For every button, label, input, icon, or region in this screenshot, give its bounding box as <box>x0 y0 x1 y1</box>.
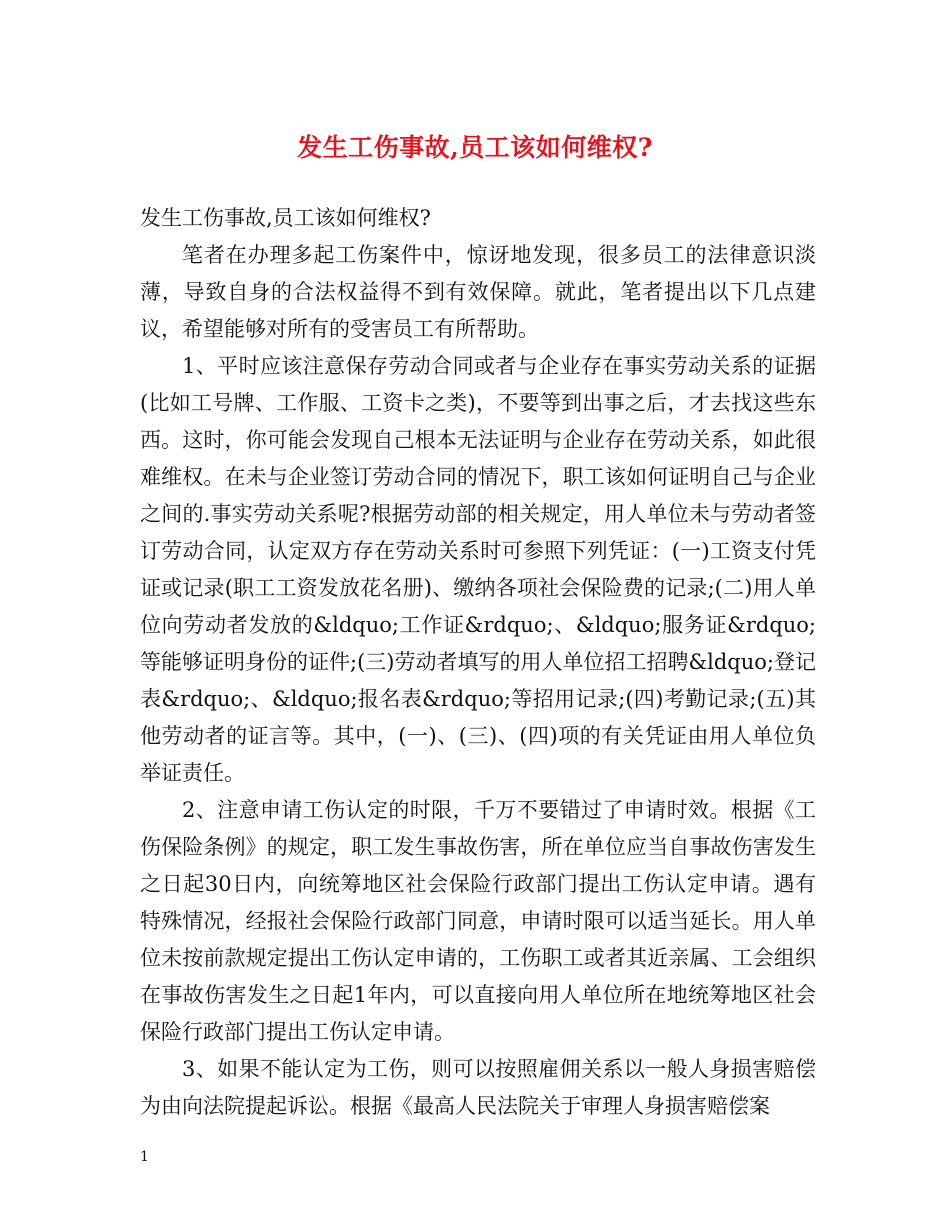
body-paragraph-point-1: 1、平时应该注意保存劳动合同或者与企业存在事实劳动关系的证据(比如工号牌、工作服、工资卡之类)，不要等到出事之后，才去找这些东西。这时，你可能会发现自己根本无法证明与企业存在劳动关系，如此很难维权。在未与企业签订劳动合同的情况下，职工该如何证明自己与企业之间的.事实劳动关系呢?根据劳动部的相关规定，用人单位未与劳动者签订劳动合同，认定双方存在劳动关系时可参照下列凭证：(一)工资支付凭证或记录(职工工资发放花名册)、缴纳各项社会保险费的记录;(二)用人单位向劳动者发放的&ldquo;工作证&rdquo;、&ldquo;服务证&rdquo;等能够证明身份的证件;(三)劳动者填写的用人单位招工招聘&ldquo;登记表&rdquo;、&ldquo;报名表&rdquo;等招用记录;(四)考勤记录;(五)其他劳动者的证言等。其中，(一)、(三)、(四)项的有关凭证由用人单位负举证责任。 <box>140 354 816 785</box>
page-number: 1 <box>140 1149 149 1165</box>
body-paragraph-heading: 发生工伤事故,员工该如何维权? <box>140 206 431 230</box>
document-title: 发生工伤事故,员工该如何维权? <box>297 133 653 162</box>
body-paragraph-point-3: 3、如果不能认定为工伤，则可以按照雇佣关系以一般人身损害赔偿为由向法院提起诉讼。根据《最高人民法院关于审理人身损害赔偿案 <box>140 1057 816 1118</box>
body-paragraph-point-2: 2、注意申请工伤认定的时限，千万不要错过了申请时效。根据《工伤保险条例》的规定，职工发生事故伤害，所在单位应当自事故伤害发生之日起30日内，向统筹地区社会保险行政部门提出工伤认定申请。遇有特殊情况，经报社会保险行政部门同意，申请时限可以适当延长。用人单位未按前款规定提出工伤认定申请的，工伤职工或者其近亲属、工会组织在事故伤害发生之日起1年内，可以直接向用人单位所在地统筹地区社会保险行政部门提出工伤认定申请。 <box>140 798 816 1044</box>
body-paragraph-intro: 笔者在办理多起工伤案件中，惊讶地发现，很多员工的法律意识淡薄，导致自身的合法权益得不到有效保障。就此，笔者提出以下几点建议，希望能够对所有的受害员工有所帮助。 <box>140 243 816 341</box>
document-body <box>140 200 816 1125</box>
